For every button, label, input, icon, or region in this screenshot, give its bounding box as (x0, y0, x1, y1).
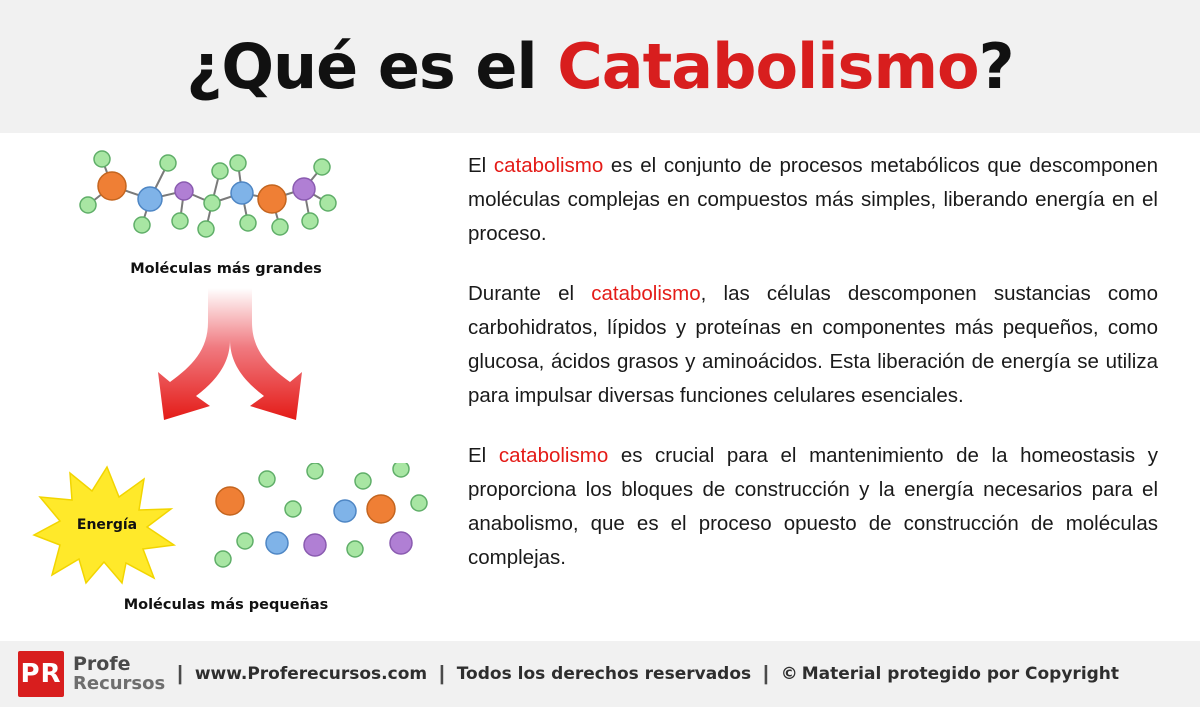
paragraph-text-segment: es el conjunto de procesos metabólicos que descomponen moléculas complejas en compuestos más simples, liberando energía en el proceso. (468, 154, 1158, 245)
keyword-catabolismo: catabolismo (493, 154, 604, 177)
paragraph-text-segment: El (468, 444, 499, 467)
caption-large-molecules: Moléculas más grandes (130, 261, 322, 277)
title-part-1: ¿Qué es el (186, 30, 558, 103)
copyright-icon: © (780, 664, 798, 684)
header-banner (0, 0, 1200, 133)
paragraph-1 (468, 149, 1158, 251)
paragraph-text-segment: El (468, 154, 494, 177)
energy-label: Energía (76, 517, 138, 533)
large-molecule-diagram (72, 141, 372, 266)
caption-small-molecules: Moléculas más pequeñas (123, 597, 329, 613)
title-accent-word: Catabolismo (557, 30, 979, 103)
title-part-3: ? (978, 30, 1014, 103)
energy-burst-icon (32, 465, 182, 585)
footer-rights: Todos los derechos reservados (456, 664, 752, 684)
footer-separator-1: | (177, 662, 183, 685)
split-down-arrow-icon (140, 288, 320, 438)
logo-line-2: Recursos (73, 672, 166, 694)
logo-wordmark (73, 652, 166, 694)
keyword-catabolismo: catabolismo (591, 282, 701, 305)
paragraph-text-segment: Durante el (468, 282, 592, 305)
logo-line-1: Profe (73, 652, 131, 675)
footer-website[interactable]: www.Proferecursos.com (194, 664, 428, 684)
logo-icon: PR (18, 651, 64, 697)
description-column (468, 149, 1158, 575)
paragraph-text-segment: es crucial para el mantenimiento de la homeostasis y proporciona los bloques de construcción y la energía necesarios para el anabolismo, que es el proceso opuesto de construcción de moléculas complejas. (468, 444, 1158, 569)
paragraph-3 (468, 439, 1158, 575)
footer-separator-3: | (763, 662, 769, 685)
page-title (186, 30, 1013, 103)
body-area (0, 133, 1200, 641)
keyword-catabolismo: catabolismo (498, 444, 609, 467)
footer-separator-2: | (439, 662, 445, 685)
paragraph-2 (468, 277, 1158, 413)
footer-copyright: Material protegido por Copyright (801, 664, 1120, 684)
small-molecules-diagram (205, 463, 435, 588)
footer-bar (0, 641, 1200, 707)
paragraph-text-segment: , las células descomponen sustancias como carbohidratos, lípidos y proteínas en componentes más pequeños, como glucosa, ácidos grasos y aminoácidos. Esta liberación de energía se utiliza para impulsar diversas funciones celulares esenciales. (468, 282, 1159, 407)
illustration-column (0, 133, 452, 641)
